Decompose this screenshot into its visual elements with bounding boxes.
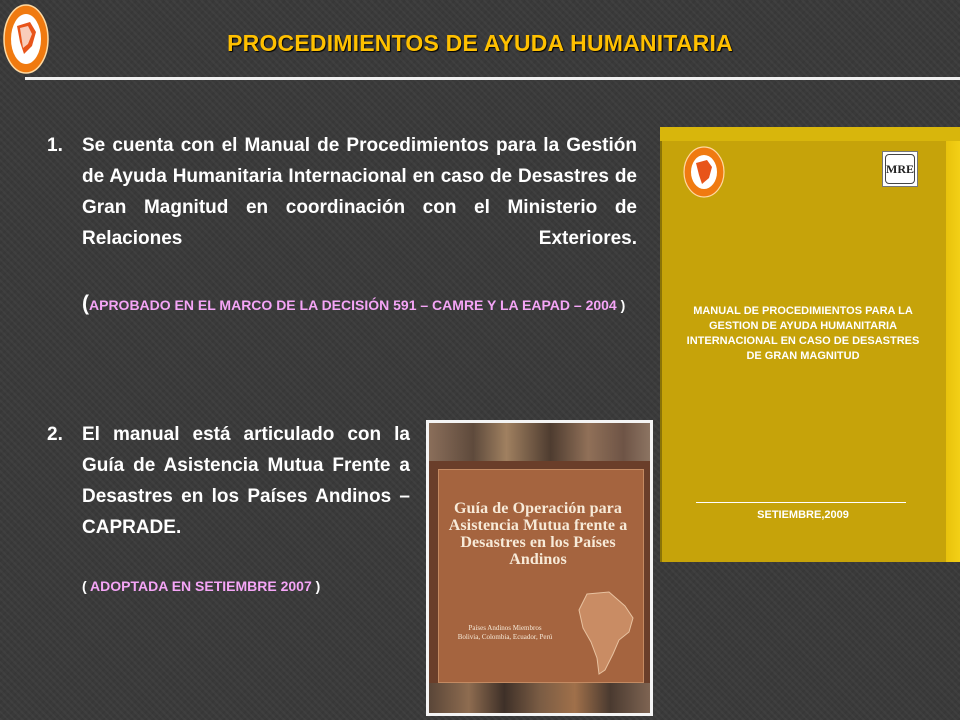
- guide-countries-text: [445, 624, 565, 642]
- adoption-note: [82, 575, 412, 597]
- approval-note: [82, 293, 638, 316]
- manual-cover-date: SETIEMBRE,2009: [757, 509, 849, 521]
- cover-divider: [696, 502, 906, 503]
- mre-badge: [882, 151, 918, 187]
- page-title: PROCEDIMIENTOS DE AYUDA HUMANITARIA: [227, 30, 733, 56]
- peru-civil-defense-seal-icon: [682, 145, 726, 199]
- list-number: 2.: [47, 424, 63, 445]
- list-item-2: [47, 419, 410, 574]
- note-open-paren: (: [82, 292, 89, 315]
- guide-countries-list: Bolivia, Colombia, Ecuador, Perú: [457, 633, 553, 641]
- note-open-paren: (: [82, 578, 91, 594]
- note-text: ADOPTADA EN SETIEMBRE 2007: [90, 578, 312, 594]
- manual-cover-title: MANUAL DE PROCEDIMIENTOS PARA LA GESTION DE AYUDA HUMANITARIA INTERNACIONAL EN CASO DE DESASTRES DE GRAN MAGNITUD: [686, 305, 920, 362]
- list-item-1: [47, 130, 637, 285]
- cover-top-edge: [660, 127, 960, 141]
- mre-badge-label: MRE: [885, 154, 915, 184]
- list-text: El manual está articulado con la Guía de Asistencia Mutua Frente a Desastres en los Países Andinos – CAPRADE.: [82, 424, 410, 538]
- guide-book-title: Guía de Operación para Asistencia Mutua frente a Desastres en los Países Andinos: [448, 500, 628, 568]
- note-close-paren: ): [616, 297, 626, 313]
- cover-spine: [946, 127, 960, 562]
- guide-book-image: [426, 420, 653, 716]
- guide-photo-strip-top: [429, 423, 650, 461]
- guide-cover: [429, 423, 650, 713]
- title-divider: [25, 77, 960, 80]
- note-close-paren: ): [311, 578, 321, 594]
- list-number: 1.: [47, 135, 63, 156]
- manual-cover-image: [660, 127, 960, 562]
- guide-photo-strip-bottom: [429, 683, 650, 713]
- south-america-map-icon: [569, 588, 639, 678]
- note-text: APROBADO EN EL MARCO DE LA DECISIÓN 591 – CAMRE Y LA EAPAD – 2004: [89, 297, 617, 313]
- guide-title-panel: [438, 469, 644, 683]
- guide-countries-label: Países Andinos Miembros: [468, 624, 542, 632]
- list-text: Se cuenta con el Manual de Procedimientos para la Gestión de Ayuda Humanitaria Internacional en caso de Desastres de Gran Magnitud en coordinación con el Ministerio de Relaciones Exteriores.: [82, 135, 637, 249]
